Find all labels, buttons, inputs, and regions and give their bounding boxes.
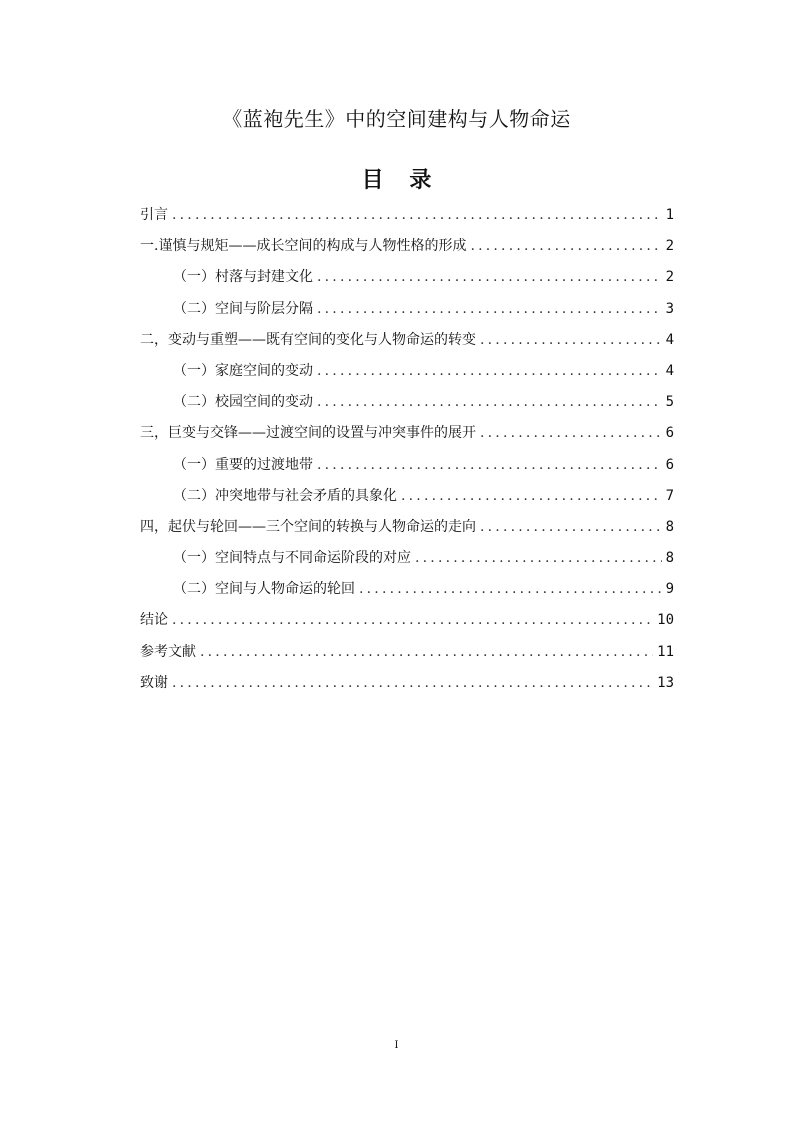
toc-dot-leader	[480, 328, 662, 352]
toc-entry-page: 7	[665, 487, 674, 504]
toc-entry-label: （一）村落与封建文化	[173, 269, 313, 286]
toc-entry-page: 4	[665, 331, 674, 348]
toc-entry-label: （一）空间特点与不同命运阶段的对应	[173, 550, 411, 567]
toc-entry[interactable]	[140, 421, 674, 452]
toc-entry[interactable]	[140, 203, 674, 234]
toc-entry-label: 一.谨慎与规矩——成长空间的构成与人物性格的形成	[140, 238, 467, 255]
toc-entry-label: （二）空间与阶层分隔	[173, 300, 313, 317]
toc-dot-leader	[317, 359, 662, 383]
toc-dot-leader	[317, 297, 662, 321]
toc-entry[interactable]	[140, 390, 674, 421]
toc-entry-label: （二）空间与人物命运的轮回	[173, 581, 355, 598]
toc-entry-page: 8	[665, 518, 674, 535]
document-title: 《蓝袍先生》中的空间建构与人物命运	[222, 107, 571, 131]
toc-entry-label: 致谢	[140, 674, 168, 691]
toc-entry-page: 2	[665, 269, 674, 286]
toc-dot-leader	[200, 640, 653, 664]
toc-entry-label: （二）校园空间的变动	[173, 394, 313, 411]
toc-entry-label: 四，起伏与轮回——三个空间的转换与人物命运的走向	[140, 518, 476, 535]
toc-dot-leader	[172, 671, 653, 695]
toc-entry-page: 11	[657, 643, 674, 660]
toc-entry[interactable]	[140, 640, 674, 671]
toc-entry-page: 9	[665, 581, 674, 598]
toc-dot-leader	[172, 203, 662, 227]
toc-dot-leader	[359, 577, 662, 601]
toc-entry[interactable]	[140, 577, 674, 608]
toc-entry-label: 二，变动与重塑——既有空间的变化与人物命运的转变	[140, 331, 476, 348]
toc-entry-page: 2	[665, 238, 674, 255]
toc-entry[interactable]	[140, 515, 674, 546]
toc-dot-leader	[401, 484, 662, 508]
toc-dot-leader	[172, 608, 653, 632]
toc-entry-page: 8	[665, 550, 674, 567]
toc-entry[interactable]	[140, 546, 674, 577]
page-number: I	[394, 1040, 399, 1051]
toc-entry[interactable]	[140, 265, 674, 296]
toc-entry-page: 4	[665, 362, 674, 379]
toc-entry-label: （一）重要的过渡地带	[173, 456, 313, 473]
toc-entry-page: 6	[665, 456, 674, 473]
table-of-contents	[140, 203, 674, 702]
toc-entry[interactable]	[140, 484, 674, 515]
toc-entry[interactable]	[140, 234, 674, 265]
toc-heading: 目 录	[361, 168, 432, 193]
toc-entry[interactable]	[140, 608, 674, 639]
toc-entry[interactable]	[140, 359, 674, 390]
toc-dot-leader	[480, 421, 662, 445]
toc-entry-label: 参考文献	[140, 643, 196, 660]
toc-dot-leader	[415, 546, 662, 570]
toc-entry[interactable]	[140, 671, 674, 702]
toc-entry-label: 结论	[140, 612, 168, 629]
toc-entry-page: 1	[665, 207, 674, 223]
toc-entry-page: 3	[665, 300, 674, 317]
toc-dot-leader	[317, 390, 662, 414]
toc-entry[interactable]	[140, 328, 674, 359]
toc-entry-label: （一）家庭空间的变动	[173, 362, 313, 379]
toc-entry-page: 13	[657, 674, 674, 691]
toc-dot-leader	[317, 265, 662, 289]
toc-entry-page: 6	[665, 425, 674, 442]
toc-entry-label: 三，巨变与交锋——过渡空间的设置与冲突事件的展开	[140, 425, 476, 442]
toc-dot-leader	[480, 515, 662, 539]
toc-entry[interactable]	[140, 453, 674, 484]
toc-entry-page: 5	[665, 394, 674, 411]
toc-entry-page: 10	[657, 612, 674, 629]
toc-entry-label: （二）冲突地带与社会矛盾的具象化	[173, 487, 397, 504]
toc-dot-leader	[470, 234, 661, 258]
toc-dot-leader	[317, 453, 662, 477]
toc-entry[interactable]	[140, 297, 674, 328]
toc-entry-label: 引言	[140, 207, 168, 223]
